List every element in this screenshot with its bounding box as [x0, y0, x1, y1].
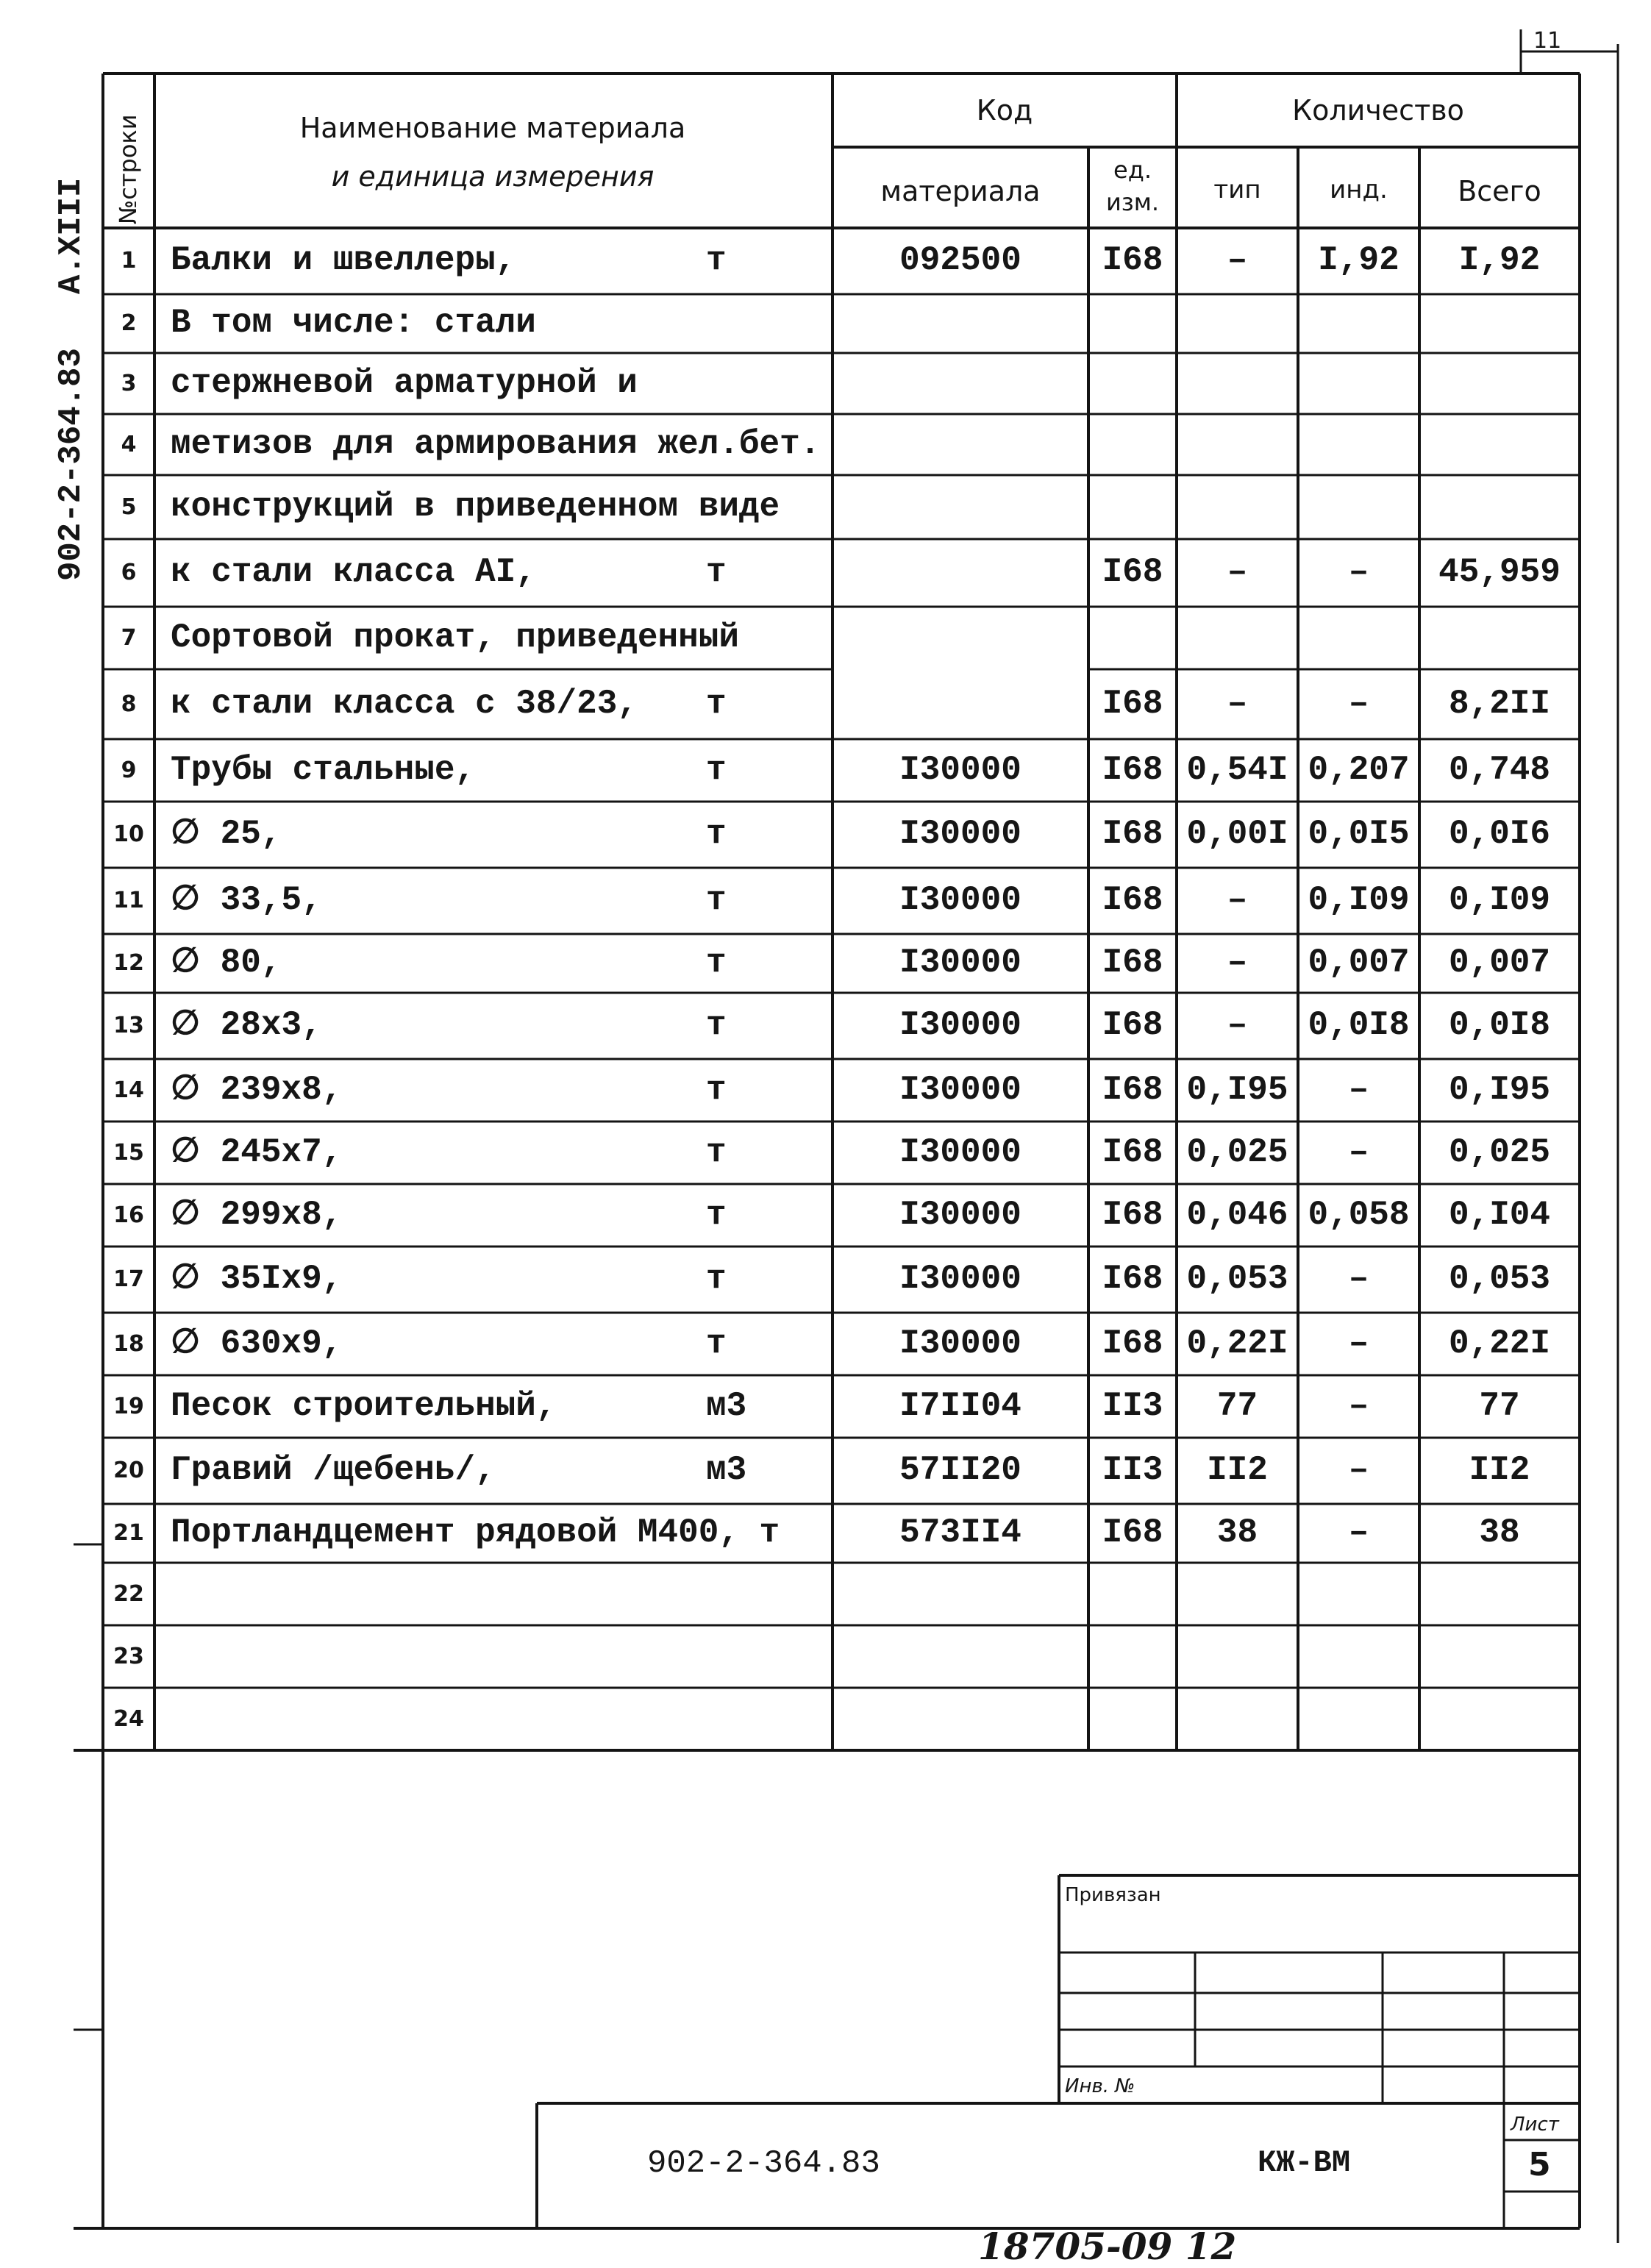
quantity-type: 38: [1216, 1513, 1258, 1552]
material-code: I30000: [899, 1324, 1021, 1363]
unit-code: I68: [1102, 1006, 1163, 1044]
quantity-type: 0,025: [1186, 1133, 1288, 1172]
material-code: I30000: [899, 944, 1021, 982]
quantity-individual: 0,0I8: [1308, 1006, 1410, 1044]
quantity-total: 0,025: [1448, 1133, 1551, 1172]
quantity-type: 0,053: [1186, 1260, 1288, 1298]
quantity-total: 45,959: [1438, 553, 1561, 591]
unit-code: I68: [1102, 1513, 1163, 1552]
row-number: 10: [113, 821, 144, 847]
material-name: ∅ 630x9,: [171, 1324, 343, 1363]
material-name: ∅ 28x3,: [171, 1006, 322, 1044]
stamp-sheet-label: Лист: [1511, 2114, 1559, 2136]
unit-code: I68: [1102, 750, 1163, 789]
row-number: 6: [121, 560, 137, 585]
quantity-type: 0,22I: [1186, 1324, 1288, 1363]
quantity-total: 0,0I8: [1448, 1006, 1551, 1044]
material-code: I30000: [899, 1070, 1021, 1109]
row-unit-mark: т: [706, 553, 727, 591]
row-unit-mark: т: [706, 815, 727, 853]
material-name: Песок строительный,: [171, 1386, 557, 1425]
quantity-total: 38: [1479, 1513, 1520, 1552]
quantity-individual: –: [1348, 1070, 1369, 1109]
quantity-type: 0,I95: [1186, 1070, 1288, 1109]
material-name: метизов для армирования жел.бет.: [171, 424, 821, 463]
header-unit-line2: изм.: [1105, 188, 1160, 216]
row-unit-mark: т: [706, 1260, 727, 1298]
stamp-sheet-number: 5: [1528, 2146, 1551, 2183]
row-number: 7: [121, 624, 137, 651]
unit-code: I68: [1102, 815, 1163, 853]
row-number: 12: [113, 950, 144, 976]
material-code: I7II04: [899, 1386, 1021, 1425]
material-code: I30000: [899, 1195, 1021, 1234]
material-code: 57II20: [899, 1451, 1021, 1489]
material-code: 092500: [899, 241, 1021, 279]
material-name: стержневой арматурной и: [171, 363, 638, 402]
quantity-type: 0,00I: [1186, 815, 1288, 853]
quantity-individual: –: [1348, 1324, 1369, 1363]
row-number: 2: [121, 310, 137, 336]
header-quantity: Количество: [1292, 94, 1464, 126]
quantity-type: –: [1227, 944, 1248, 982]
row-number: 23: [113, 1643, 144, 1669]
quantity-total: 0,22I: [1448, 1324, 1551, 1363]
header-ind: инд.: [1330, 175, 1388, 204]
unit-code: II3: [1102, 1386, 1163, 1425]
quantity-total: II2: [1469, 1451, 1530, 1489]
quantity-individual: –: [1348, 1260, 1369, 1298]
row-number: 24: [113, 1705, 144, 1732]
header-total: Всего: [1458, 175, 1541, 207]
quantity-type: –: [1227, 684, 1248, 723]
row-unit-mark: т: [706, 1070, 727, 1109]
row-unit-mark: т: [706, 1324, 727, 1363]
quantity-total: 0,007: [1448, 944, 1551, 982]
row-number: 20: [113, 1458, 144, 1483]
unit-code: I68: [1102, 553, 1163, 591]
quantity-individual: –: [1348, 1133, 1369, 1172]
stamp-mark: КЖ-ВМ: [1258, 2145, 1351, 2180]
quantity-total: I,92: [1458, 241, 1541, 279]
header-type: тип: [1213, 175, 1261, 204]
quantity-individual: –: [1348, 684, 1369, 723]
header-code: Код: [976, 94, 1033, 126]
quantity-total: 8,2II: [1448, 684, 1551, 723]
quantity-individual: I,92: [1318, 241, 1399, 279]
row-number: 4: [121, 431, 137, 457]
row-unit-mark: м3: [706, 1386, 747, 1425]
row-unit-mark: т: [706, 241, 727, 279]
row-unit-mark: т: [706, 944, 727, 982]
quantity-type: 0,046: [1186, 1195, 1288, 1234]
material-name: ∅ 80,: [171, 944, 282, 982]
material-name: Трубы стальные,: [171, 750, 476, 789]
material-code: I30000: [899, 815, 1021, 853]
quantity-individual: 0,207: [1308, 750, 1410, 789]
row-unit-mark: т: [706, 1006, 727, 1044]
quantity-individual: 0,I09: [1308, 881, 1410, 919]
material-code: I30000: [899, 1133, 1021, 1172]
quantity-total: 0,I95: [1448, 1070, 1551, 1109]
unit-code: I68: [1102, 241, 1163, 279]
quantity-individual: –: [1348, 1386, 1369, 1425]
side-document-code: 902-2-364.83: [53, 348, 90, 581]
material-name: к стали класса AI,: [171, 553, 536, 591]
unit-code: I68: [1102, 1133, 1163, 1172]
quantity-type: –: [1227, 553, 1248, 591]
row-number: 19: [113, 1393, 144, 1419]
row-number: 13: [113, 1013, 144, 1038]
unit-code: I68: [1102, 1324, 1163, 1363]
quantity-individual: –: [1348, 1513, 1369, 1552]
row-number: 22: [113, 1580, 144, 1607]
row-number: 9: [121, 757, 137, 783]
header-row-number: №строки: [114, 114, 142, 224]
material-name: ∅ 33,5,: [171, 881, 322, 919]
quantity-individual: –: [1348, 1451, 1369, 1489]
row-unit-mark: т: [706, 1133, 727, 1172]
material-name: ∅ 299x8,: [171, 1195, 343, 1234]
row-unit-mark: т: [706, 684, 727, 723]
material-name: ∅ 245x7,: [171, 1133, 343, 1172]
material-name: Портландцемент рядовой М400, т: [171, 1513, 780, 1552]
stamp-attached: Привязан: [1065, 1884, 1161, 1906]
side-album-number: A.XIII: [53, 177, 90, 294]
material-code: I30000: [899, 881, 1021, 919]
material-name: конструкций в приведенном виде: [171, 487, 780, 526]
quantity-total: 77: [1479, 1386, 1520, 1425]
quantity-type: 0,54I: [1186, 750, 1288, 789]
row-number: 14: [113, 1077, 144, 1103]
row-unit-mark: т: [706, 881, 727, 919]
row-number: 16: [113, 1202, 144, 1228]
quantity-individual: 0,058: [1308, 1195, 1410, 1234]
quantity-total: 0,0I6: [1448, 815, 1551, 853]
quantity-total: 0,I09: [1448, 881, 1551, 919]
material-name: ∅ 35Ix9,: [171, 1260, 343, 1298]
header-name-line1: Наименование материала: [299, 112, 686, 144]
row-number: 5: [121, 493, 137, 520]
quantity-type: –: [1227, 881, 1248, 919]
quantity-type: II2: [1207, 1451, 1268, 1489]
row-number: 3: [121, 370, 137, 396]
material-code: 573II4: [899, 1513, 1021, 1552]
quantity-individual: –: [1348, 553, 1369, 591]
row-number: 8: [121, 691, 137, 717]
row-number: 17: [113, 1266, 144, 1292]
handwritten-footer-number: 18705-09 12: [978, 2225, 1237, 2268]
sheet-corner-number: 11: [1533, 28, 1562, 54]
unit-code: I68: [1102, 1195, 1163, 1234]
material-name: Гравий /щебень/,: [171, 1451, 496, 1489]
stamp-document-code: 902-2-364.83: [647, 2145, 880, 2182]
quantity-type: –: [1227, 241, 1248, 279]
quantity-type: –: [1227, 1006, 1248, 1044]
material-name: В том числе: стали: [171, 304, 536, 342]
material-code: I30000: [899, 750, 1021, 789]
material-code: I30000: [899, 1260, 1021, 1298]
unit-code: I68: [1102, 1070, 1163, 1109]
row-number: 11: [113, 888, 144, 913]
row-number: 1: [121, 248, 137, 274]
material-name: к стали класса с 38/23,: [171, 684, 638, 723]
material-name: ∅ 25,: [171, 815, 282, 853]
row-number: 21: [113, 1520, 144, 1546]
material-code: I30000: [899, 1006, 1021, 1044]
material-name: Сортовой прокат, приведенный: [171, 618, 739, 657]
header-name-line2: и единица измерения: [331, 160, 655, 193]
quantity-total: 0,053: [1448, 1260, 1551, 1298]
unit-code: I68: [1102, 881, 1163, 919]
header-material: материала: [880, 175, 1041, 207]
header-unit-line1: ед.: [1113, 156, 1152, 184]
unit-code: I68: [1102, 684, 1163, 723]
row-number: 18: [113, 1330, 144, 1357]
quantity-total: 0,748: [1448, 750, 1551, 789]
quantity-individual: 0,0I5: [1308, 815, 1410, 853]
unit-code: I68: [1102, 944, 1163, 982]
material-name: Балки и швеллеры,: [171, 241, 516, 279]
stamp-inventory-number: Инв. №: [1065, 2075, 1135, 2097]
unit-code: I68: [1102, 1260, 1163, 1298]
quantity-total: 0,I04: [1448, 1195, 1551, 1234]
unit-code: II3: [1102, 1451, 1163, 1489]
row-number: 15: [113, 1139, 144, 1166]
row-unit-mark: т: [706, 1195, 727, 1234]
row-unit-mark: м3: [706, 1451, 747, 1489]
row-unit-mark: т: [706, 750, 727, 789]
material-name: ∅ 239x8,: [171, 1070, 343, 1109]
quantity-type: 77: [1216, 1386, 1258, 1425]
quantity-individual: 0,007: [1308, 944, 1410, 982]
